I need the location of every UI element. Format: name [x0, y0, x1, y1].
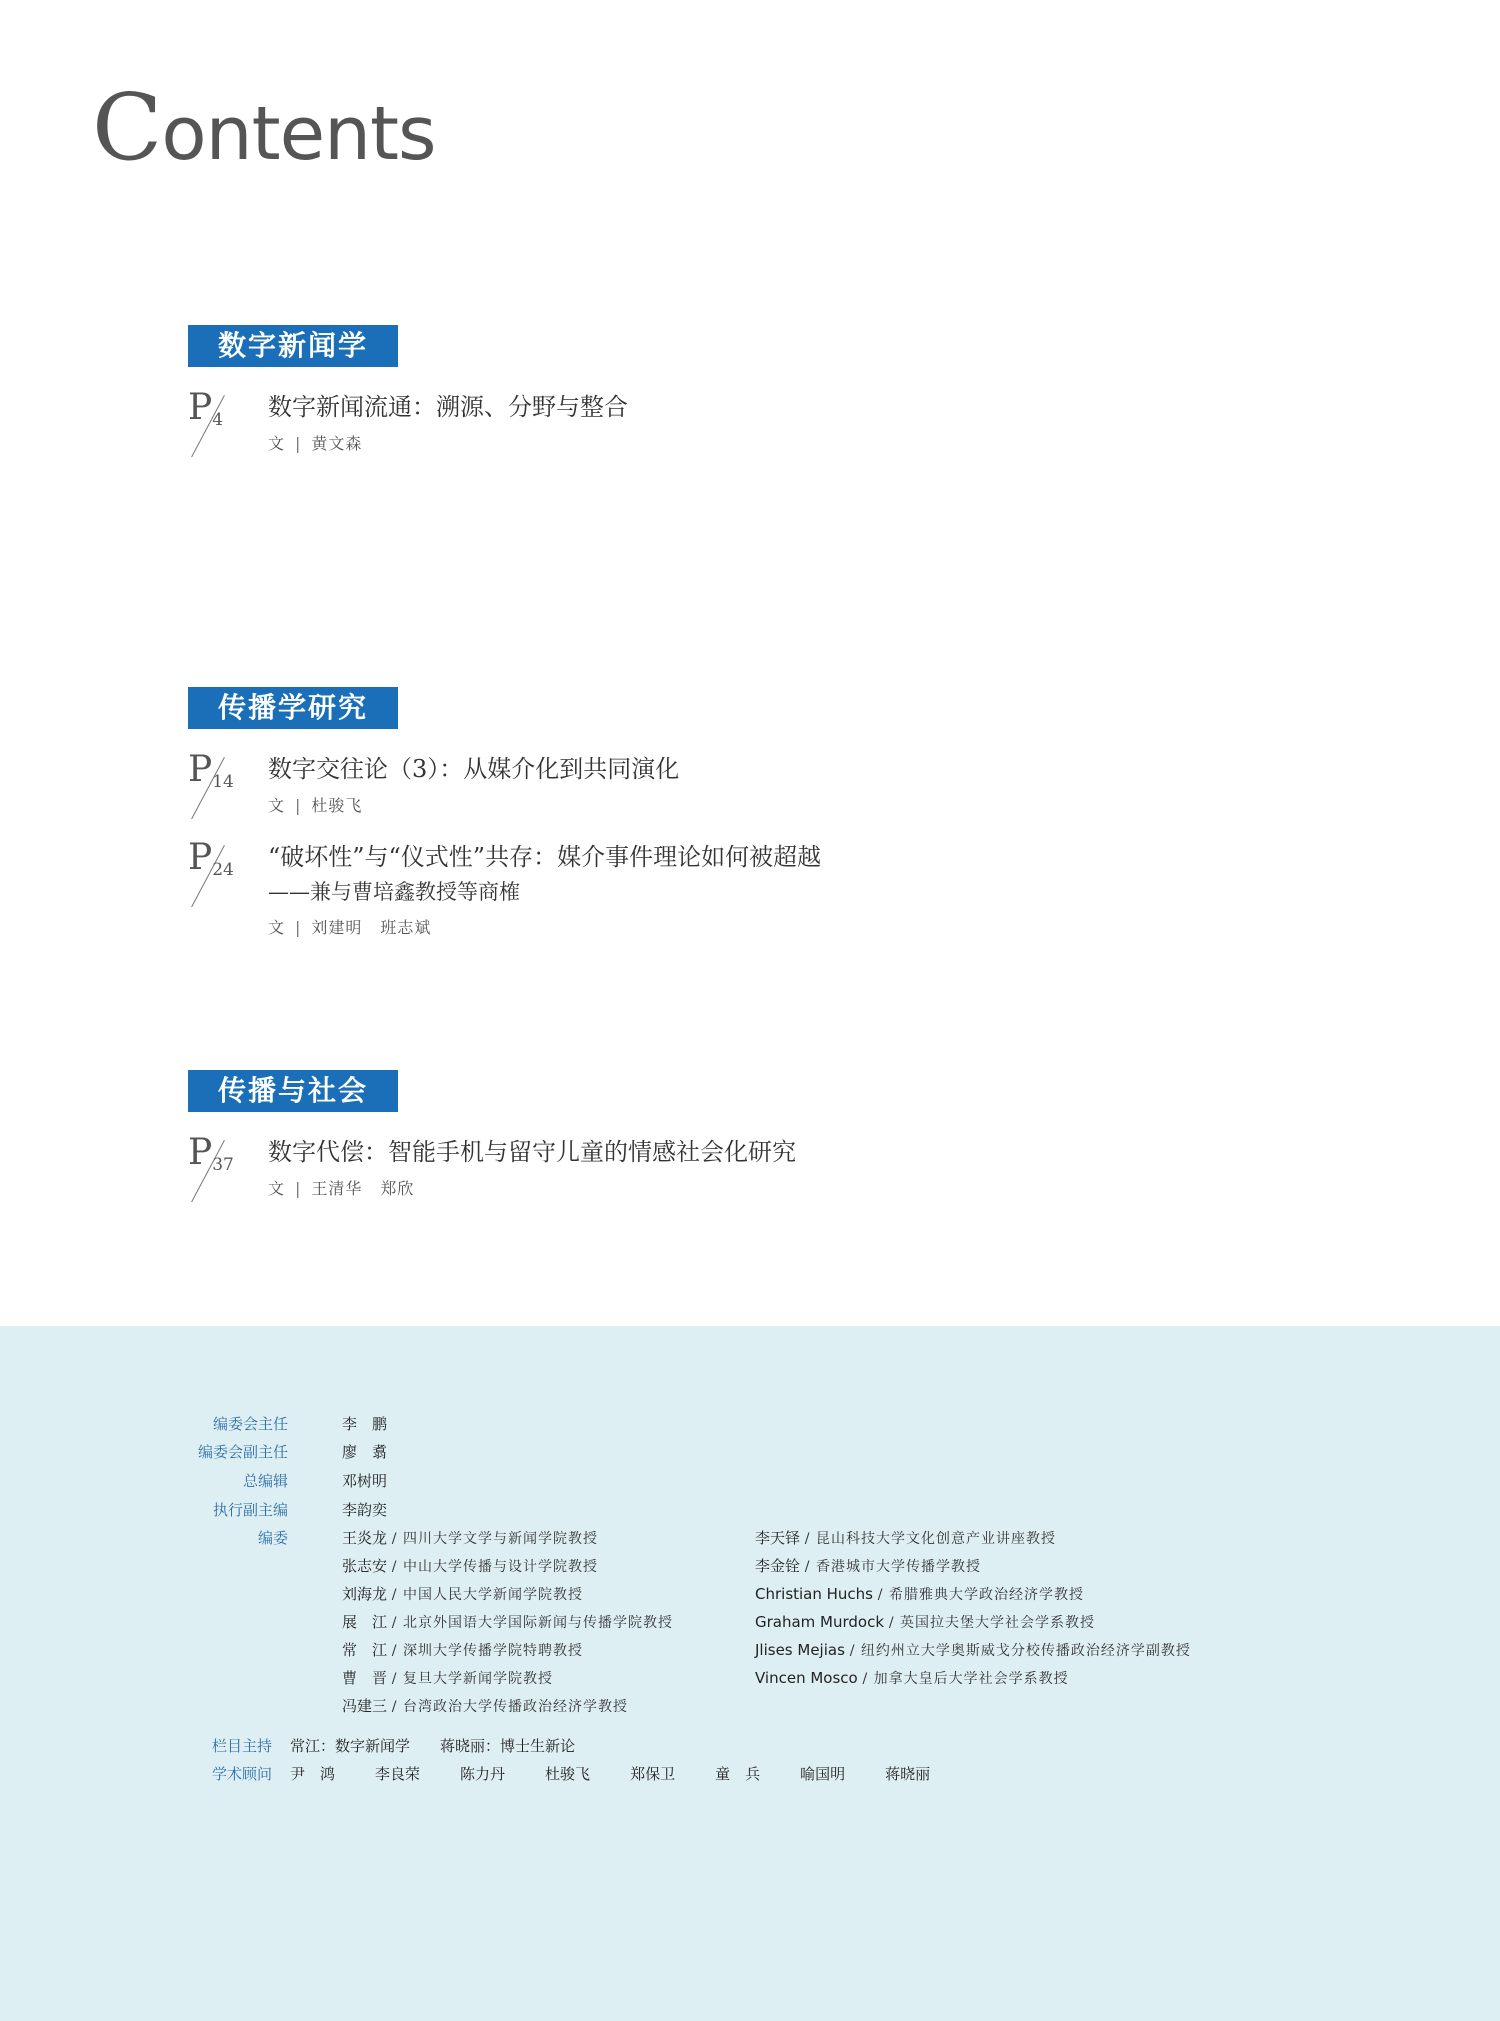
byline: 文 | 刘建明 班志斌: [268, 918, 432, 937]
section-digital-journalism: [188, 325, 988, 459]
board-exec-editor: 李韵奕: [342, 1501, 388, 1519]
section-label: 传播与社会: [188, 1070, 398, 1112]
byline: 文 | 黄文森: [268, 434, 363, 453]
column-hosts-label: 栏目主持: [211, 1737, 272, 1755]
column-hosts: 常江：数字新闻学 蒋晓丽：博士生新论: [290, 1737, 576, 1755]
board-chair-label: 编委会主任: [212, 1415, 288, 1433]
page-number: P14: [188, 749, 258, 821]
board-members-left: [342, 1524, 742, 1720]
page-title: Contents: [92, 74, 436, 181]
byline: 文 | 杜骏飞: [268, 796, 363, 815]
board-exec-editor-label: 执行副主编: [212, 1501, 288, 1519]
page-number: P37: [188, 1132, 258, 1204]
author: 王清华: [311, 1179, 363, 1198]
board-members-label: 编委: [257, 1529, 288, 1547]
toc-entry[interactable]: [188, 389, 988, 459]
toc-entry[interactable]: [188, 751, 988, 821]
advisors-label: 学术顾问: [211, 1765, 272, 1783]
byline: 文 | 王清华 郑欣: [268, 1179, 415, 1198]
board-member: 冯建三 / 台湾政治大学传播政治经济学教授: [342, 1697, 628, 1715]
board-chair: 李 鹏: [342, 1415, 388, 1433]
board-members-right: [755, 1524, 1455, 1692]
section-communication-research: [188, 687, 988, 938]
board-member: Jlises Mejias / 纽约州立大学奥斯威戈分校传播政治经济学副教授: [755, 1641, 1191, 1659]
toc-entry[interactable]: [188, 1134, 988, 1204]
page-number: P24: [188, 837, 258, 909]
board-member: Christian Huchs / 希腊雅典大学政治经济学教授: [755, 1585, 1084, 1603]
section-label: 数字新闻学: [188, 325, 398, 367]
board-editor-label: 总编辑: [242, 1472, 288, 1490]
page-number: P4: [188, 387, 258, 459]
board-member: 李金铨 / 香港城市大学传播学教授: [755, 1557, 981, 1575]
toc-entry[interactable]: [188, 839, 988, 938]
article-subtitle: ——兼与曹培鑫教授等商榷: [268, 880, 520, 904]
board-member: 王炎龙 / 四川大学文学与新闻学院教授: [342, 1529, 598, 1547]
board-editor: 邓树明: [342, 1472, 388, 1490]
author: 杜骏飞: [311, 796, 363, 815]
section-communication-society: [188, 1070, 988, 1204]
board-member: Vincen Mosco / 加拿大皇后大学社会学系教授: [755, 1669, 1069, 1687]
board-member: 常 江 / 深圳大学传播学院特聘教授: [342, 1641, 583, 1659]
board-member: 张志安 / 中山大学传播与设计学院教授: [342, 1557, 598, 1575]
author: 黄文森: [311, 434, 363, 453]
board-member: 曹 晋 / 复旦大学新闻学院教授: [342, 1669, 553, 1687]
board-member: 展 江 / 北京外国语大学国际新闻与传播学院教授: [342, 1613, 673, 1631]
article-title[interactable]: 数字新闻流通：溯源、分野与整合: [268, 393, 628, 421]
board-vice-chair-label: 编委会副主任: [197, 1443, 288, 1461]
article-title[interactable]: 数字代偿：智能手机与留守儿童的情感社会化研究: [268, 1138, 796, 1166]
author: 郑欣: [380, 1179, 415, 1198]
board-member: Graham Murdock / 英国拉夫堡大学社会学系教授: [755, 1613, 1095, 1631]
board-member: 李天铎 / 昆山科技大学文化创意产业讲座教授: [755, 1529, 1056, 1547]
board-vice-chair: 廖 翥: [342, 1443, 388, 1461]
article-title[interactable]: “破坏性”与“仪式性”共存：媒介事件理论如何被超越: [268, 843, 822, 871]
author: 班志斌: [380, 918, 432, 937]
advisors: 尹 鸿 李良荣 陈力丹 杜骏飞 郑保卫 童 兵 喻国明 蒋晓丽: [290, 1765, 931, 1783]
author: 刘建明: [311, 918, 363, 937]
article-title[interactable]: 数字交往论（3）：从媒介化到共同演化: [268, 755, 680, 783]
section-label: 传播学研究: [188, 687, 398, 729]
board-member: 刘海龙 / 中国人民大学新闻学院教授: [342, 1585, 583, 1603]
editorial-board: [0, 1326, 1500, 2021]
